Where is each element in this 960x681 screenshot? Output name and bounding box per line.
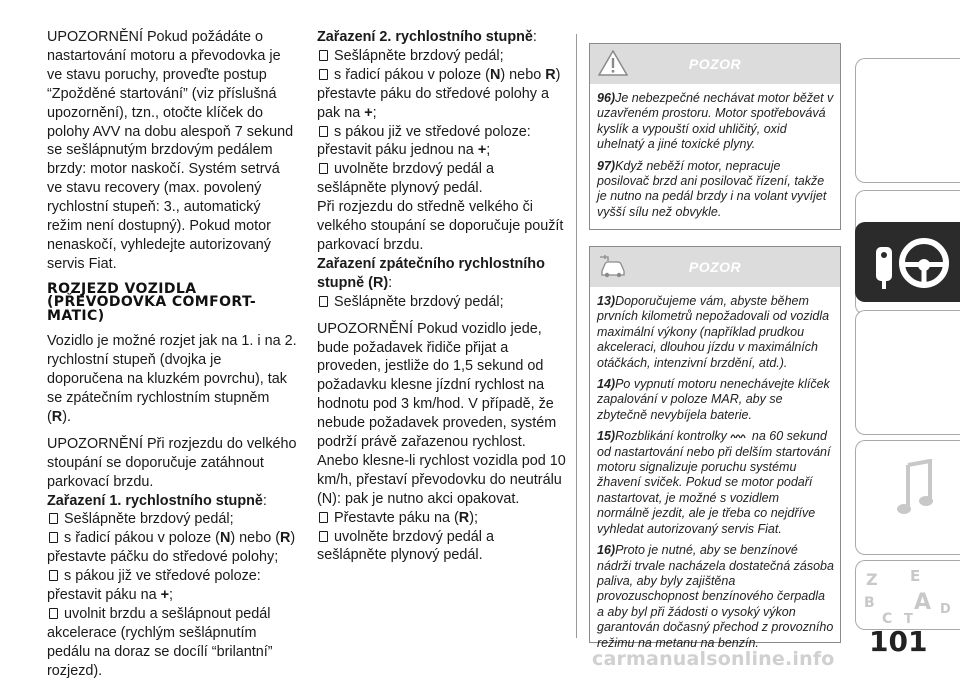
svg-text:E: E <box>910 567 921 585</box>
warning-title: POZOR <box>688 56 742 72</box>
checkbox-icon <box>319 296 328 307</box>
section-title-rozjezd: ROZJEZD VOZIDLA (PŘEVODOVKA COMFORT-MATIC) <box>47 280 257 324</box>
first-gear-heading: Zařazení 1. rychlostního stupně: <box>47 492 267 509</box>
side-tab-index[interactable] <box>855 560 960 630</box>
side-tab-multimedia[interactable] <box>855 440 960 555</box>
checkbox-icon <box>319 531 328 542</box>
step-item: Sešlápněte brzdový pedál; <box>317 47 567 66</box>
step-item: uvolněte brzdový pedál a sešlápněte plynový pedál. <box>317 161 495 197</box>
svg-text:C: C <box>882 611 893 627</box>
warning-note-15: 15)Rozblikání kontrolky na 60 sekund od nastartování nebo při delším startování motoru signalizuje poruchu systému žhavení sviček. Pokud se motor podaří nastartovat, je možné s vozidlem normálně jezdit, ale je třeba co nejdříve vyhledat autorizovaný servis Fiat. <box>597 429 831 536</box>
svg-text:Z: Z <box>866 570 878 589</box>
step-item: s pákou již ve středové poloze: přestavit páku na +; <box>47 568 261 604</box>
checkbox-icon <box>49 513 58 524</box>
paragraph-medium-slope: Při rozjezdu do středně velkého či velkého stoupání se doporučuje použít parkovací brzdu. <box>317 199 564 253</box>
column-divider <box>576 34 577 638</box>
side-tab-starting-driving[interactable] <box>855 222 960 302</box>
warning-box-1 <box>589 43 841 230</box>
svg-text:B: B <box>864 595 875 611</box>
checkbox-icon <box>49 532 58 543</box>
step-item: uvolnit brzdu a sešlápnout pedál akcelerace (rychlým sešlápnutím pedálu na doraz se docílí “brilantní” rozjezd). <box>47 605 273 679</box>
warning-title: POZOR <box>688 259 742 275</box>
warning-note-13: 13)Doporučujeme vám, abyste během prvních kilometrů nepožadovali od vozidla maximální výkony (například prudkou akceleraci, dlouhou jízdu v maximálních otáčkách, intenzivní brzdění, atd.). <box>597 294 830 370</box>
column-left <box>47 28 297 681</box>
svg-text:T: T <box>904 612 913 627</box>
warning-note-16: 16)Proto je nutné, aby se benzínové nádrži trvale nacházela dostatečná zásoba paliva, aby byly zajištěna provozuschopnost benzínového čerpadla a aby byl při žádosti o vysoký výkon garantován dočasný přechod z provozního režimu na metanu na benzín. <box>597 543 834 650</box>
step-item: s řadicí pákou v poloze (N) nebo R) přestavte páku do středové polohy a pak na +; <box>317 66 561 121</box>
checkbox-icon <box>49 608 58 619</box>
paragraph-speed-warning: UPOZORNĚNÍ Pokud vozidlo jede, bude požadavek řidiče přijat a proveden, jestliže do 1,5 sekund od požadavku klesne jízdní rychlost na hodnotu pod 3 km/hod. V případě, že nebude požadavek proveden, systém podrží právě zařazenou rychlost. Anebo klesne-li rychlost vozidla pod 10 km/h, přestaví převodovku do neutrálu (N): pak je nutno akci opakovat. <box>317 320 566 507</box>
checkbox-icon <box>319 69 328 80</box>
music-note-icon <box>896 459 936 524</box>
warning-note-96: 96)Je nebezpečné nechávat motor běžet v uzavřeném prostoru. Motor spotřebovává kyslík a vypouští oxid uhličitý, oxid uhelnatý a jiné toxické plyny. <box>597 91 834 152</box>
watermark: carmanualsonline.info <box>592 648 835 670</box>
step-item: s řadicí pákou v poloze (N) nebo (R) přestavte páčku do středové polohy; <box>47 530 296 566</box>
car-key-steering-icon <box>872 235 952 296</box>
paragraph-start: Vozidlo je možné rozjet jak na 1. i na 2. rychlostní stupeň (dvojka je doporučena na kluzkém povrchu), tak se zpátečním rychlostním stupněm (R). <box>47 333 297 425</box>
alphabet-icon <box>864 565 954 632</box>
checkbox-icon <box>319 50 328 61</box>
svg-text:D: D <box>940 602 951 617</box>
step-item: uvolněte brzdový pedál a sešlápněte plynový pedál. <box>317 528 495 564</box>
step-item: Sešlápněte brzdový pedál; <box>317 293 567 312</box>
column-middle <box>317 28 567 565</box>
step-item: Přestavte páku na (R); <box>317 509 567 528</box>
page-number: 101 <box>869 625 928 658</box>
glow-plug-icon <box>730 429 748 443</box>
svg-text:A: A <box>914 590 932 615</box>
warning-note-97: 97)Když neběží motor, nepracuje posilovač brzd ani posilovač řízení, takže je nutno na pedál brzdy i na volant vyvíjet vyšší sílu než obvykle. <box>597 158 827 219</box>
reverse-gear-heading: Zařazení zpátečního rychlostního stupně (R): <box>317 255 545 291</box>
side-tab-1[interactable] <box>855 58 960 183</box>
warning-note-14: 14)Po vypnutí motoru nenechávejte klíček zapalování v poloze MAR, aby se zbytečně nevybíjela baterie. <box>597 377 830 422</box>
checkbox-icon <box>49 570 58 581</box>
checkbox-icon <box>319 512 328 523</box>
paragraph-intro-warning: UPOZORNĚNÍ Pokud požádáte o nastartování motoru a převodovka je ve stavu poruchy, proveďte postup “Zpožděné startování” (viz příslušná upozornění), tzn., otočte klíček do polohy AVV na dobu alespoň 7 sekund se sešlápnutým brzdovým pedálem brzdy: motor naskočí. Systém setrvá ve stavu recovery (max. povolený rychlostní stupeň: 3., automatický režim není dostupný). Pokud motor nenaskočí, vyhledejte autorizovaný servis Fiat. <box>47 29 294 272</box>
warning-header <box>590 44 840 84</box>
paragraph-slope-warning: UPOZORNĚNÍ Při rozjezdu do velkého stoupání se doporučuje zatáhnout parkovací brzdu. <box>47 435 297 490</box>
side-tab-4[interactable] <box>855 310 960 435</box>
checkbox-icon <box>319 163 328 174</box>
second-gear-heading: Zařazení 2. rychlostního stupně: <box>317 29 537 45</box>
warning-header <box>590 247 840 287</box>
warning-box-2 <box>589 246 841 650</box>
checkbox-icon <box>319 126 328 137</box>
step-item: s pákou již ve středové poloze: přestavit páku jednou na +; <box>317 123 531 159</box>
step-item: Sešlápněte brzdový pedál; <box>47 510 297 529</box>
